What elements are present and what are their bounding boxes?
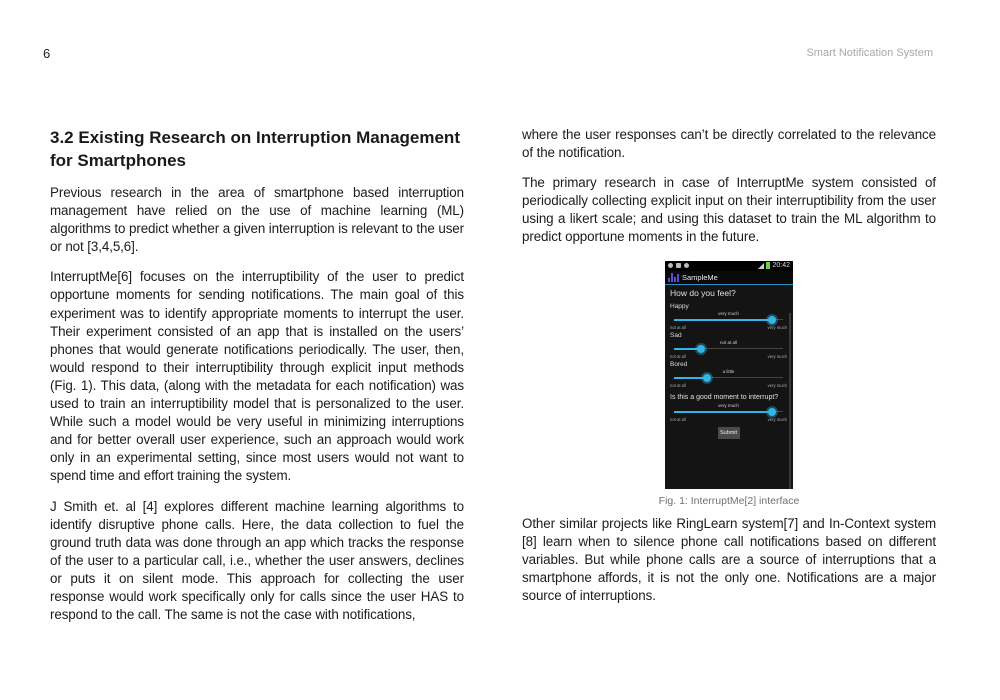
figure-caption: Fig. 1: InterruptMe[2] interface <box>658 494 800 507</box>
max-label: very much <box>767 353 787 359</box>
max-label: very much <box>767 382 787 388</box>
slider-happy <box>670 303 787 330</box>
paragraph: The primary research in case of InterruptMe system consisted of periodically collecting explicit input on their interruptibility from the user using a likert scale; and using this dataset to train the ML algorithm to predict opportune moments in the future. <box>522 175 936 245</box>
page-number: 6 <box>43 46 51 61</box>
app-title: SampleMe <box>682 272 718 282</box>
slider-label: Sad <box>670 331 682 339</box>
battery-icon <box>766 262 770 269</box>
gps-icon <box>668 263 673 268</box>
sad-slider[interactable] <box>674 345 783 353</box>
scrollbar[interactable] <box>789 313 791 489</box>
paragraph: Previous research in the area of smartphone based interruption management have relied on the use of machine learning (ML) algorithms to predict whether a given interruption is relevant to the user or not [3,4,5,6]. <box>50 185 464 255</box>
happy-slider[interactable] <box>674 316 783 324</box>
min-label: not at all <box>670 324 686 330</box>
signal-icon <box>758 263 764 269</box>
slider-thumb[interactable] <box>703 374 711 382</box>
left-column <box>50 126 464 636</box>
right-column <box>522 126 936 617</box>
min-label: not at all <box>670 382 686 388</box>
survey-heading: How do you feel? <box>670 287 736 298</box>
slider-sad <box>670 332 787 359</box>
slider-label: Bored <box>670 360 688 368</box>
status-bar <box>665 261 793 271</box>
waveform-logo-icon <box>668 272 679 282</box>
notification-icon <box>684 263 689 268</box>
slider-value: very much <box>718 402 739 408</box>
interrupt-question: Is this a good moment to interrupt? <box>670 393 779 401</box>
paragraph: InterruptMe[6] focuses on the interruptibility of the user to predict opportune moments for sending notifications. The main goal of this experiment was to identify appropriate moments to interrupt the user. Their experiment consisted of an app that is installed on the users’ phones that would generate notifications periodically. The user, then, would respond to their interruptibility through explicit input methods (Fig. 1). This data, (along with the metadata for each notification) was used to train an interruptibility model that is personalized to the user. While such a model would be very useful in minimizing interruptions and for better overall user experience, such an approach would work only in an experimental setting, since most users would not want to spend time and effort training the system. <box>50 269 464 484</box>
slider-bored <box>670 361 787 388</box>
slider-value: very much <box>718 310 739 316</box>
slider-thumb[interactable] <box>768 316 776 324</box>
slider-thumb[interactable] <box>768 408 776 416</box>
interrupt-slider[interactable] <box>674 408 783 416</box>
slider-value: a little <box>722 368 735 374</box>
slider-thumb[interactable] <box>697 345 705 353</box>
paragraph: Other similar projects like RingLearn system[7] and In-Context system [8] learn when to silence phone call notifications based on different variables. But while phone calls are a source of interruptions that a smartphone affords, it is not the only one. Notifications are a major source of interruptions. <box>522 515 936 603</box>
status-time: 20:42 <box>772 262 790 270</box>
submit-button[interactable]: Submit <box>718 427 740 439</box>
min-label: not at all <box>670 353 686 359</box>
image-icon <box>676 263 681 268</box>
slider-value: not at all <box>719 339 737 345</box>
slider-label: Happy <box>670 302 689 310</box>
app-action-bar <box>665 271 793 285</box>
paragraph: J Smith et. al [4] explores different machine learning algorithms to identify disruptive phone calls. Here, the data collection to fuel the ground truth data was done through an app which tracks the response of the user to a particular call, i.e., whether the user answers, declines or puts it on silent mode. This approach for collecting the user response would work specifically only for calls since the user HAS to respond to the call. The same is not the case with notifications, <box>50 498 464 623</box>
max-label: very much <box>767 416 787 422</box>
section-title: 3.2 Existing Research on Interruption Management for Smartphones <box>50 128 460 170</box>
phone-screenshot <box>665 261 793 489</box>
figure <box>522 261 936 507</box>
running-head: Smart Notification System <box>806 47 933 59</box>
bored-slider[interactable] <box>674 374 783 382</box>
max-label: very much <box>767 324 787 330</box>
min-label: not at all <box>670 416 686 422</box>
paragraph: where the user responses can’t be directly correlated to the relevance of the notification. <box>522 127 936 161</box>
